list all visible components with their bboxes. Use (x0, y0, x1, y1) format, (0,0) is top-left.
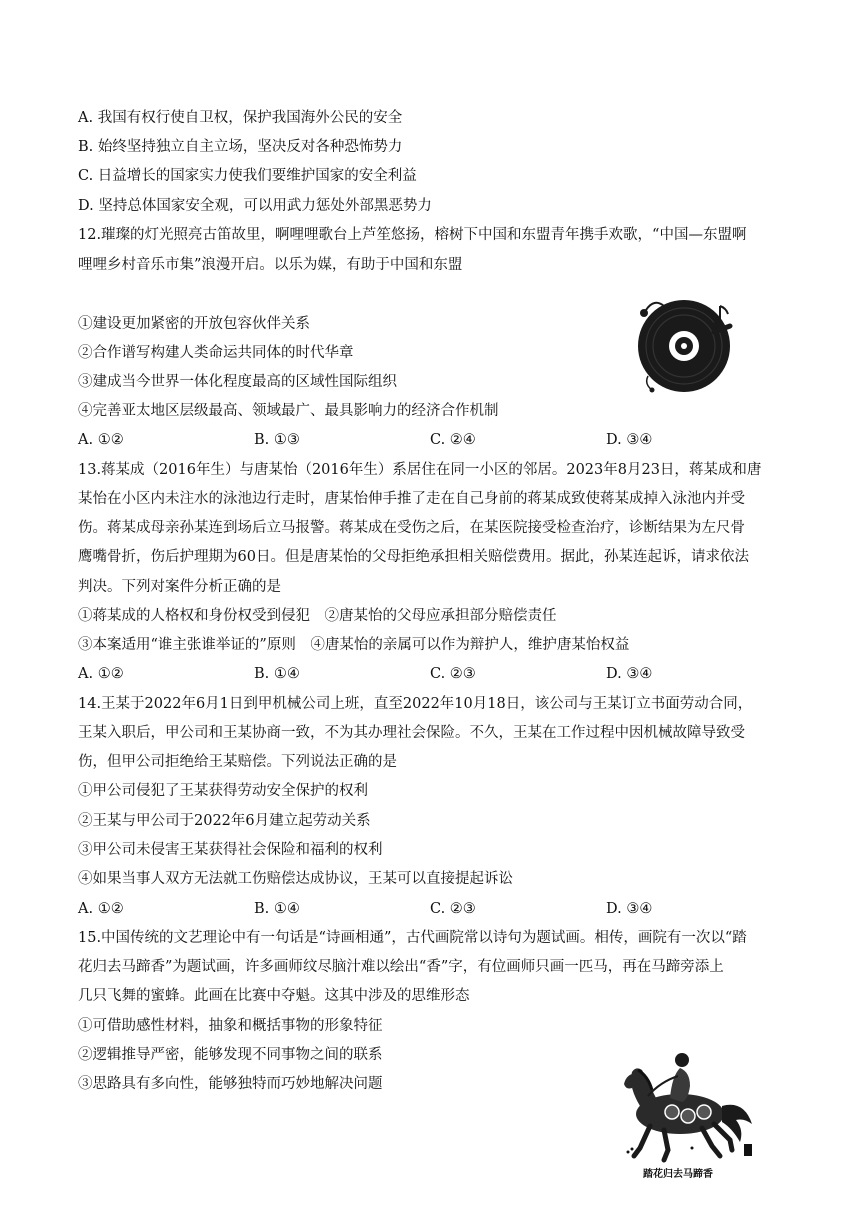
q15-item-2: ②逻辑推导严密，能够发现不同事物之间的联系 (78, 1047, 383, 1063)
q15-stem-line-3: 几只飞舞的蜜蜂。此画在比赛中夺魁。这其中涉及的思维形态 (78, 988, 470, 1004)
q11-option-c: C. 日益增长的国家实力使我们要维护国家的安全利益 (78, 168, 417, 184)
q12-item-1: ①建设更加紧密的开放包容伙伴关系 (78, 316, 310, 332)
q13-stem-line-2: 某怡在小区内未注水的泳池边行走时，唐某怡伸手推了走在自己身前的蒋某成致使蒋某成掉入泳池内并受 (78, 491, 745, 507)
q11-option-d: D. 坚持总体国家安全观，可以用武力惩处外部黑恶势力 (78, 198, 432, 214)
q12-stem-line-2: 哩哩乡村音乐市集”浪漫开启。以乐为媒，有助于中国和东盟 (78, 257, 463, 273)
q12-item-4: ④完善亚太地区层级最高、领域最广、最具影响力的经济合作机制 (78, 403, 499, 419)
q13-choice-c: C. ②③ (430, 666, 476, 682)
q14-choice-c: C. ②③ (430, 901, 476, 917)
q13-choice-d: D. ③④ (606, 666, 653, 682)
rider (670, 1068, 690, 1102)
q14-item-1: ①甲公司侵犯了王某获得劳动安全保护的权利 (78, 783, 368, 799)
q14-choice-b: B. ①④ (254, 901, 300, 917)
bee-icon (631, 1148, 634, 1151)
q14-item-4: ④如果当事人双方无法就工伤赔偿达成协议，王某可以直接提起诉讼 (78, 871, 513, 887)
q14-choice-d: D. ③④ (606, 901, 653, 917)
seal-stamp (744, 1144, 752, 1156)
q15-item-3: ③思路具有多向性，能够独特而巧妙地解决问题 (78, 1076, 383, 1092)
q11-option-a: A. 我国有权行使自卫权，保护我国海外公民的安全 (78, 110, 403, 126)
q13-choices (78, 664, 678, 684)
q12-choice-d: D. ③④ (606, 432, 653, 448)
q14-choice-a: A. ①② (78, 901, 124, 917)
q14-stem-line-2: 王某入职后，甲公司和王某协商一致，不为其办理社会保险。不久，王某在工作过程中因机械故障导致受 (78, 725, 745, 741)
q13-items-line-1: ①蒋某成的人格权和身份权受到侵犯 ②唐某怡的父母应承担部分赔偿责任 (78, 608, 557, 624)
q13-stem-line-1: 13.蒋某成（2016年生）与唐某怡（2016年生）系居住在同一小区的邻居。2023年8月23日，蒋某成和唐 (78, 462, 762, 478)
q15-stem-line-1: 15.中国传统的文艺理论中有一句话是“诗画相通”，古代画院常以诗句为题试画。相传，画院有一次以“踏 (78, 930, 747, 946)
q15-stem-line-2: 花归去马蹄香”为题试画，许多画师纹尽脑汁难以绘出“香”字，有位画师只画一匹马，再在马蹄旁添上 (78, 959, 724, 975)
q14-stem-line-1: 14.王某于2022年6月1日到甲机械公司上班，直至2022年10月18日，该公司与王某订立书面劳动合同， (78, 696, 753, 712)
music-record-image (628, 292, 740, 396)
q11-option-b: B. 始终坚持独立自主立场，坚决反对各种恐怖势力 (78, 139, 403, 155)
q14-item-3: ③甲公司未侵害王某获得社会保险和福利的权利 (78, 842, 383, 858)
q14-item-2: ②王某与甲公司于2022年6月建立起劳动关系 (78, 813, 371, 829)
bee-icon (691, 1147, 694, 1150)
q15-item-1: ①可借助感性材料，抽象和概括事物的形象特征 (78, 1018, 383, 1034)
horse-rider-painting (598, 1048, 758, 1166)
q12-item-2: ②合作谱写构建人类命运共同体的时代华章 (78, 345, 354, 361)
q12-choice-c: C. ②④ (430, 432, 476, 448)
q12-item-3: ③建成当今世界一体化程度最高的区域性国际组织 (78, 374, 397, 390)
q13-stem-line-4: 鹰嘴骨折，伤后护理期为60日。但是唐某怡的父母拒绝承担相关赔偿费用。据此，孙某连起诉，请求依法 (78, 549, 749, 565)
q13-stem-line-5: 判决。下列对案件分析正确的是 (78, 579, 281, 595)
q12-choices (78, 430, 678, 450)
q14-choices (78, 899, 678, 919)
q13-stem-line-3: 伤。蒋某成母亲孙某连到场后立马报警。蒋某成在受伤之后，在某医院接受检查治疗，诊断结果为左尺骨 (78, 520, 745, 536)
q12-stem-line-1: 12.璀璨的灯光照亮古笛故里，啊哩哩歌台上芦笙悠扬，榕树下中国和东盟青年携手欢歌，“中国—东盟啊 (78, 227, 747, 243)
q13-choice-b: B. ①④ (254, 666, 300, 682)
bee-icon (627, 1151, 630, 1154)
q13-items-line-2: ③本案适用“谁主张谁举证的”原则 ④唐某怡的亲属可以作为辩护人，维护唐某怡权益 (78, 637, 630, 653)
q13-choice-a: A. ①② (78, 666, 124, 682)
painting-caption: 踏花归去马蹄香 (643, 1169, 713, 1180)
q14-stem-line-3: 伤，但甲公司拒绝给王某赔偿。下列说法正确的是 (78, 754, 397, 770)
q12-choice-a: A. ①② (78, 432, 124, 448)
q12-choice-b: B. ①③ (254, 432, 300, 448)
